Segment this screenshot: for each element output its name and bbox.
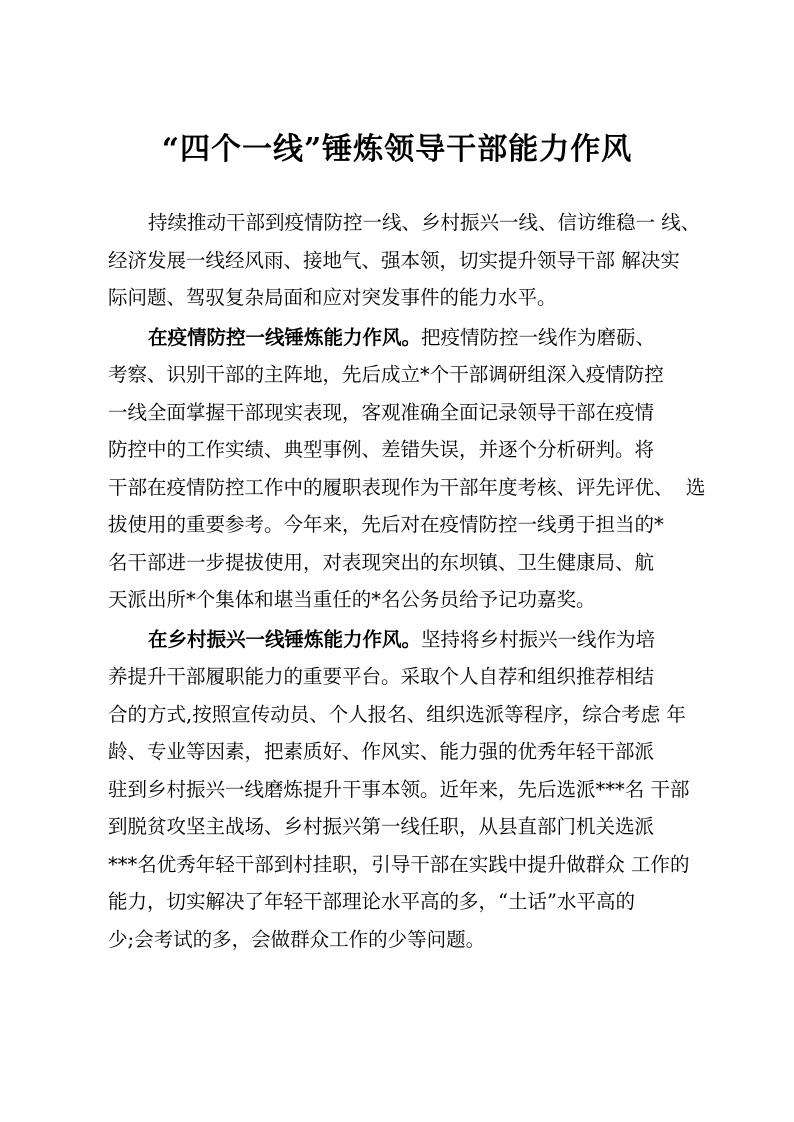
paragraph-line: 能力，切实解决了年轻干部理论水平高的多，“土话”水平高的 <box>108 890 635 913</box>
paragraph-line: 拔使用的重要参考。今年来，先后对在疫情防控一线勇于担当的* <box>108 513 664 536</box>
paragraph-line: 干部在疫情防控工作中的履职表现作为干部年度考核、评先评优、 选 <box>108 475 706 499</box>
document-title: “四个一线”锤炼领导干部能力作风 <box>161 132 633 167</box>
paragraph-line: 养提升干部履职能力的重要平台。采取个人自荐和组织推荐相结 <box>108 665 655 688</box>
paragraph-rural <box>108 621 698 959</box>
paragraph-first-line <box>108 319 698 357</box>
paragraph-line: 天派出所*个集体和堪当重任的*名公务员给予记功嘉奖。 <box>108 588 596 611</box>
paragraph-line: 防控中的工作实绩、典型事例、差错失误，并逐个分析研判。将 <box>108 438 655 461</box>
paragraph-line: 一线全面掌握干部现实表现，客观准确全面记录领导干部在疫情 <box>108 400 655 424</box>
paragraph-intro <box>108 204 701 317</box>
paragraph-line-text: 坚持将乡村振兴一线作为培 <box>421 627 656 651</box>
paragraph-line: 经济发展一线经风雨、接地气、强本领，切实提升领导干部 解决实 <box>108 248 680 272</box>
paragraph-lead-heading: 在乡村振兴一线锤炼能力作风。 <box>148 627 422 651</box>
paragraph-line: 少;会考试的多，会做群众工作的少等问题。 <box>108 927 486 951</box>
paragraph-line: 龄、专业等因素，把素质好、作风实、能力强的优秀年轻干部派 <box>108 740 655 763</box>
document-body <box>108 204 706 958</box>
paragraph-line: 合的方式,按照宣传动员、个人报名、组织选派等程序，综合考虑 年 <box>108 702 686 726</box>
paragraph-lead-heading: 在疫情防控一线锤炼能力作风。 <box>148 325 422 349</box>
paragraph-line: 到脱贫攻坚主战场、乡村振兴第一线任职，从县直部门机关选派 <box>108 815 655 838</box>
paragraph-line: 持续推动干部到疫情防控一线、乡村振兴一线、信访维稳一 线、 <box>148 211 701 234</box>
paragraph-line: 驻到乡村振兴一线磨炼提升干事本领。近年来，先后选派***名 干部 <box>108 777 690 801</box>
paragraph-line: ***名优秀年轻干部到村挂职，引导干部在实践中提升做群众 工作的 <box>108 852 690 876</box>
paragraph-line: 考察、识别干部的主阵地，先后成立*个干部调研组深入疫情防控 <box>108 363 664 386</box>
paragraph-line-text: 把疫情防控一线作为磨砺、 <box>421 325 656 349</box>
paragraph-line: 名干部进一步提拔使用，对表现突出的东坝镇、卫生健康局、航 <box>108 550 655 574</box>
paragraph-line: 际问题、驾驭复杂局面和应对突发事件的能力水平。 <box>108 286 557 309</box>
paragraph-epidemic <box>108 319 706 619</box>
paragraph-first-line <box>108 621 698 659</box>
